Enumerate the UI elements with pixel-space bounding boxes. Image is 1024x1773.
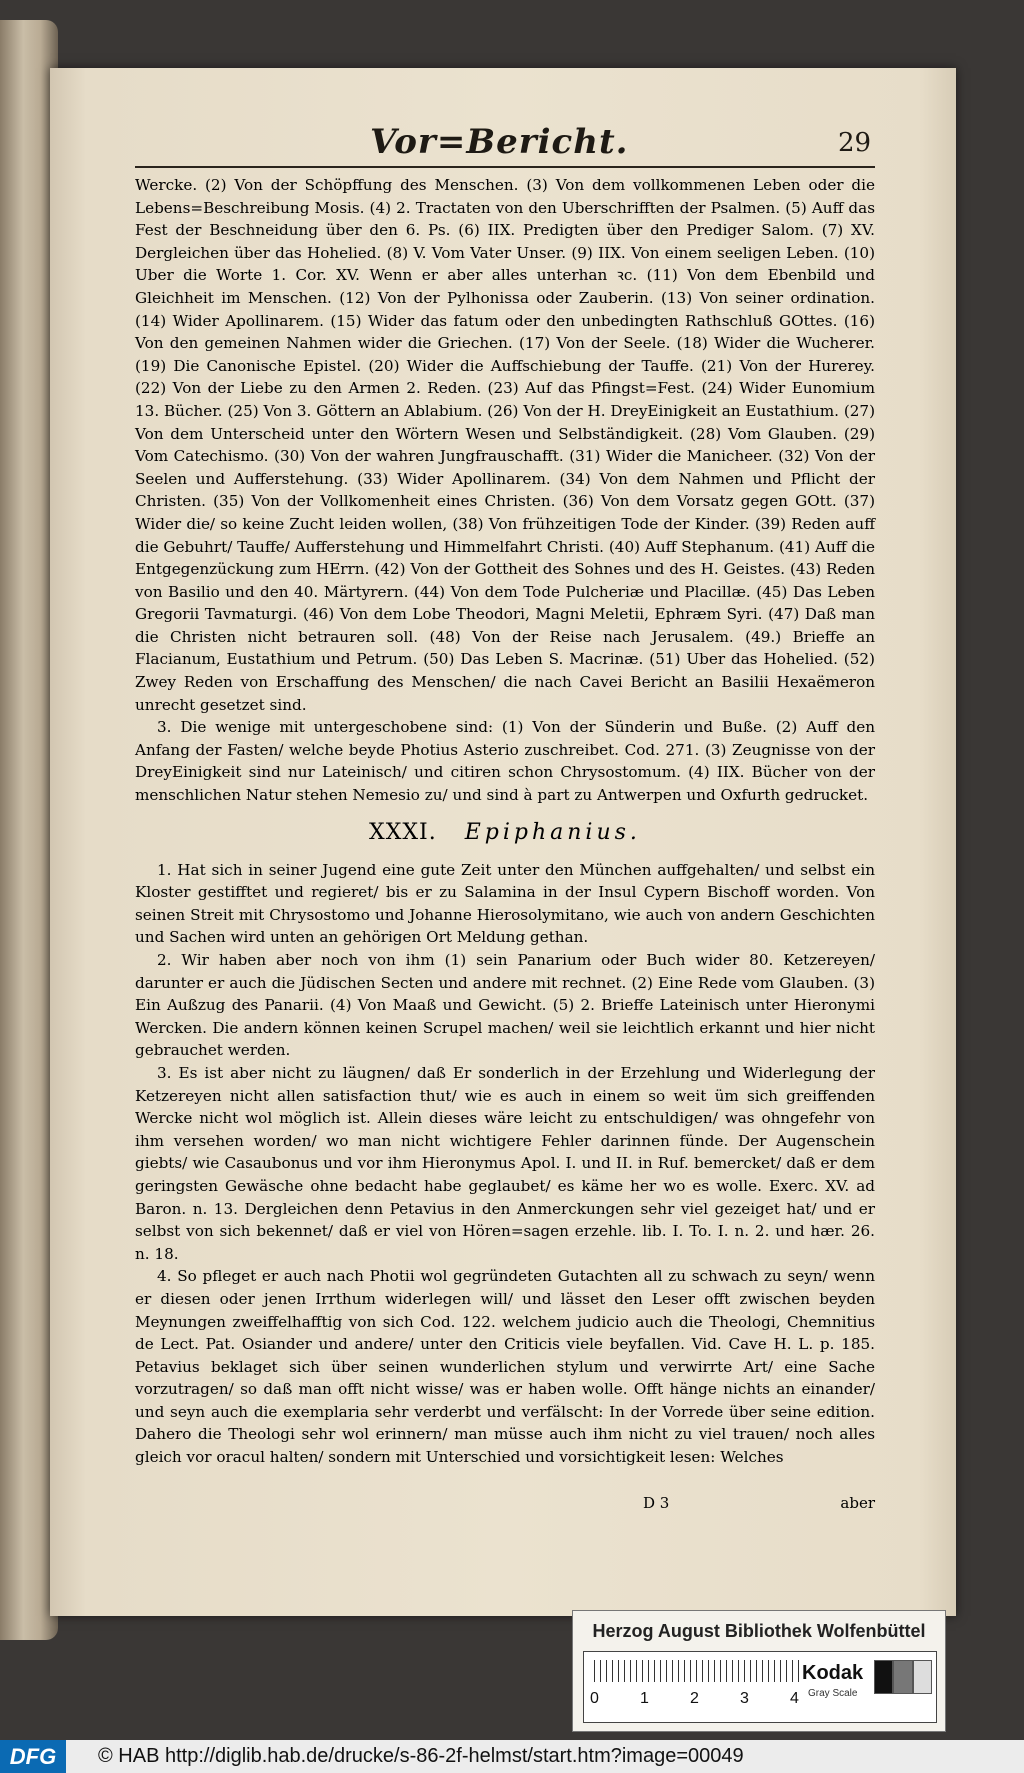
section-numeral: XXXI. [369, 819, 437, 845]
viewer-footer-bar [0, 1740, 1024, 1773]
page-number: 29 [838, 128, 872, 158]
section-heading [135, 819, 875, 847]
paragraph-works-list: Wercke. (2) Von der Schöpffung des Menschen. (3) Von dem vollkommenen Leben oder die Lebens=Beschreibung Mosis. (4) 2. Tractaten von den Uberschrifften der Psalmen. (5) Auff das Fest der Beschneidung über den 6. Ps. (6) IIX. Predigten über den Prediger Salom. (7) XV. Dergleichen über das Hohelied. (8) V. Vom Vater Unser. (9) IIX. Von einem seeligen Leben. (10) Uber die Worte 1. Cor. XV. Wenn er aber alles unterhan ꝛc. (11) Von dem Ebenbild und Gleichheit im Menschen. (12) Von der Pylhonissa oder Zauberin. (13) Von seiner ordination. (14) Wider Apollinarem. (15) Wider das fatum oder den unbedingten Rathschluß GOttes. (16) Von den gemeinen Nahmen wider die Griechen. (17) Von der Seele. (18) Wider die Wucherer. (19) Die Canonische Epistel. (20) Wider die Auffschiebung der Tauffe. (21) Von der Hurerey. (22) Von der Liebe zu den Armen 2. Reden. (23) Auf das Pfingst=Fest. (24) Wider Eunomium 13. Bücher. (25) Von 3. Göttern an Ablabium. (26) Von der H. DreyEinigkeit an Eustathium. (27) Von dem Unterscheid unter den Wörtern Wesen und Selbständigkeit. (28) Vom Glauben. (29) Vom Catechismo. (30) Von der wahren Jungfrauschafft. (31) Wider die Manicheer. (32) Von der Seelen und Aufferstehung. (33) Wider Apollinarem. (34) Von dem Nahmen und Pflicht der Christen. (35) Von der Vollkomenheit eines Christen. (36) Von dem Vorsatz gegen GOtt. (37) Wider die/ so keine Zucht leiden wollen, (38) Von frühzeitigen Tode der Kinder. (39) Reden auff die Gebuhrt/ Tauffe/ Aufferstehung und Himmelfahrt Christi. (40) Auff Stephanum. (41) Auff die Entgegenzückung zum HErrn. (42) Von der Gottheit des Sohnes und des H. Geistes. (43) Reden von Basilio und den 40. Märtyrern. (44) Von dem Tode Pulcheriæ und Placillæ. (45) Das Leben Gregorii Tavmaturgi. (46) Von dem Lobe Theodori, Magni Meletii, Ephræm Syri. (47) Daß man die Christen nicht betrauren soll. (48) Von der Reise nach Jerusalem. (49.) Brieffe an Flacianum, Eustathium und Petrum. (50) Das Leben S. Macrinæ. (51) Uber das Hohelied. (52) Zwey Reden von Erschaffung des Menschen/ die nach Cavei Bericht an Basilii Hexaëmeron unrecht gesetzet sind. [135, 176, 875, 714]
header-rule [135, 166, 875, 168]
copyright-link[interactable]: © HAB http://diglib.hab.de/drucke/s-86-2f-helmst/start.htm?image=00049 [98, 1745, 744, 1767]
ruler-number: 1 [640, 1690, 649, 1707]
kodak-brand: Kodak [802, 1662, 864, 1684]
section-name: Epiphanius. [464, 819, 641, 845]
ruler-number: 2 [690, 1690, 699, 1707]
ruler-number: 3 [740, 1690, 749, 1707]
gray-scale-label: Gray Scale [808, 1688, 858, 1699]
signature-mark: D 3 [643, 1494, 670, 1512]
ruler-number: 4 [790, 1690, 799, 1707]
paragraph-spurious-works: 3. Die wenige mit untergeschobene sind: (1) Von der Sünderin und Buße. (2) Auff den Anfang der Fasten/ welche beyde Photius Asterio zuschreibet. Cod. 271. (3) Zeugnisse von der DreyEinigkeit sind nur Lateinisch/ und citiren schon Chrysostomum. (4) IIX. Bücher von der menschlichen Natur stehen Nemesio zu/ und sind à part zu Antwerpen und Oxfurth gedrucket. [135, 718, 875, 805]
dfg-logo: DFG [0, 1740, 66, 1773]
paragraph-4: 4. So pfleget er auch nach Photii wol gegründeten Gutachten all zu schwach zu seyn/ wenn er diesen oder jenen Irrthum widerlegen will/ und lässet den Leser offt zwischen beyden Meynungen zweiffelhafftig von sich Cod. 122. welchem judicio auch die Theologi, Chemnitius de Lect. Pat. Osiander und andere/ unter den Criticis viele beyfallen. Vid. Cave H. L. p. 185. Petavius beklaget sich über seinen wunderlichen stylum und verwirrte Art/ eine Sache vorzutragen/ so daß man offt nicht wisse/ was er haben wolle. Offt hänge nichts an einander/ und seyn auch die exemplaria sehr verderbt und verfälscht: In der Vorrede über seine edition. Dahero die Theologi sehr wol erinnern/ man müsse auch ihm nicht zu viel trauen/ noch alles gleich vor oracul halten/ sondern mit Unterschied und vorsichtigkeit lesen: Welches [135, 1267, 875, 1467]
gray-patch [874, 1660, 893, 1694]
gray-patch [893, 1660, 912, 1694]
paragraph-3: 3. Es ist aber nicht zu läugnen/ daß Er sonderlich in der Erzehlung und Widerlegung der Ketzereyen nicht allen satisfaction thut/ wie es auch in einem so weit üm sich greiffenden Wercke nicht wol möglich ist. Allein dieses wäre leicht zu entschuldigen/ was ohngefehr von ihm versehen worden/ wo man nicht wichtigere Fehler darinnen fünde. Der Augenschein giebts/ wie Casaubonus und vor ihm Hieronymus Apol. I. und II. in Ruf. bemercket/ daß er dem geringsten Gewäsche ohne bedacht habe geglaubet/ es käme her wo es wolle. Exerc. XV. ad Baron. n. 13. Dergleichen denn Petavius in den Anmerckungen sehr viel gezeiget hat/ und er selbst von sich bekennet/ daß er viel von Hören=sagen erzehle. lib. I. To. I. n. 2. und hær. 26. n. 18. [135, 1063, 875, 1263]
ruler-number: 0 [590, 1690, 599, 1707]
running-header-title: Vor=Bericht. [370, 122, 629, 162]
main-text-column [135, 174, 875, 1469]
gray-patches [874, 1660, 932, 1694]
library-name: Herzog August Bibliothek Wolfenbüttel [592, 1621, 926, 1641]
page-footer-line [135, 1494, 875, 1518]
paragraph-2: 2. Wir haben aber noch von ihm (1) sein Panarium oder Buch wider 80. Ketzereyen/ darunter er auch die Jüdischen Secten und andere mit rechnet. (2) Eine Rede vom Glauben. (3) Ein Außzug des Panarii. (4) Von Maaß und Gewicht. (5) 2. Brieffe Lateinisch unter Hieronymi Wercken. Die andern können keinen Scrupel machen/ weil sie leichtlich erkannt und hier nicht gebrauchet werden. [135, 951, 875, 1060]
catchword: aber [840, 1494, 875, 1512]
ruler-ticks [594, 1660, 800, 1682]
paragraph-1: 1. Hat sich in seiner Jugend eine gute Zeit unter den München auffgehalten/ und selbst ein Kloster gestifftet und regieret/ bis er zu Salamina in der Insul Cypern Bischoff worden. Von seinen Streit mit Chrysostomo und Johanne Hierosolymitano, wie auch von andern Geschichten und Sachen wird unten an gehörigen Ort Meldung gethan. [135, 860, 875, 947]
library-color-scale-label [572, 1610, 946, 1732]
scale-strip [583, 1651, 937, 1723]
gray-patch [913, 1660, 932, 1694]
ruler-numbers [590, 1690, 810, 1710]
